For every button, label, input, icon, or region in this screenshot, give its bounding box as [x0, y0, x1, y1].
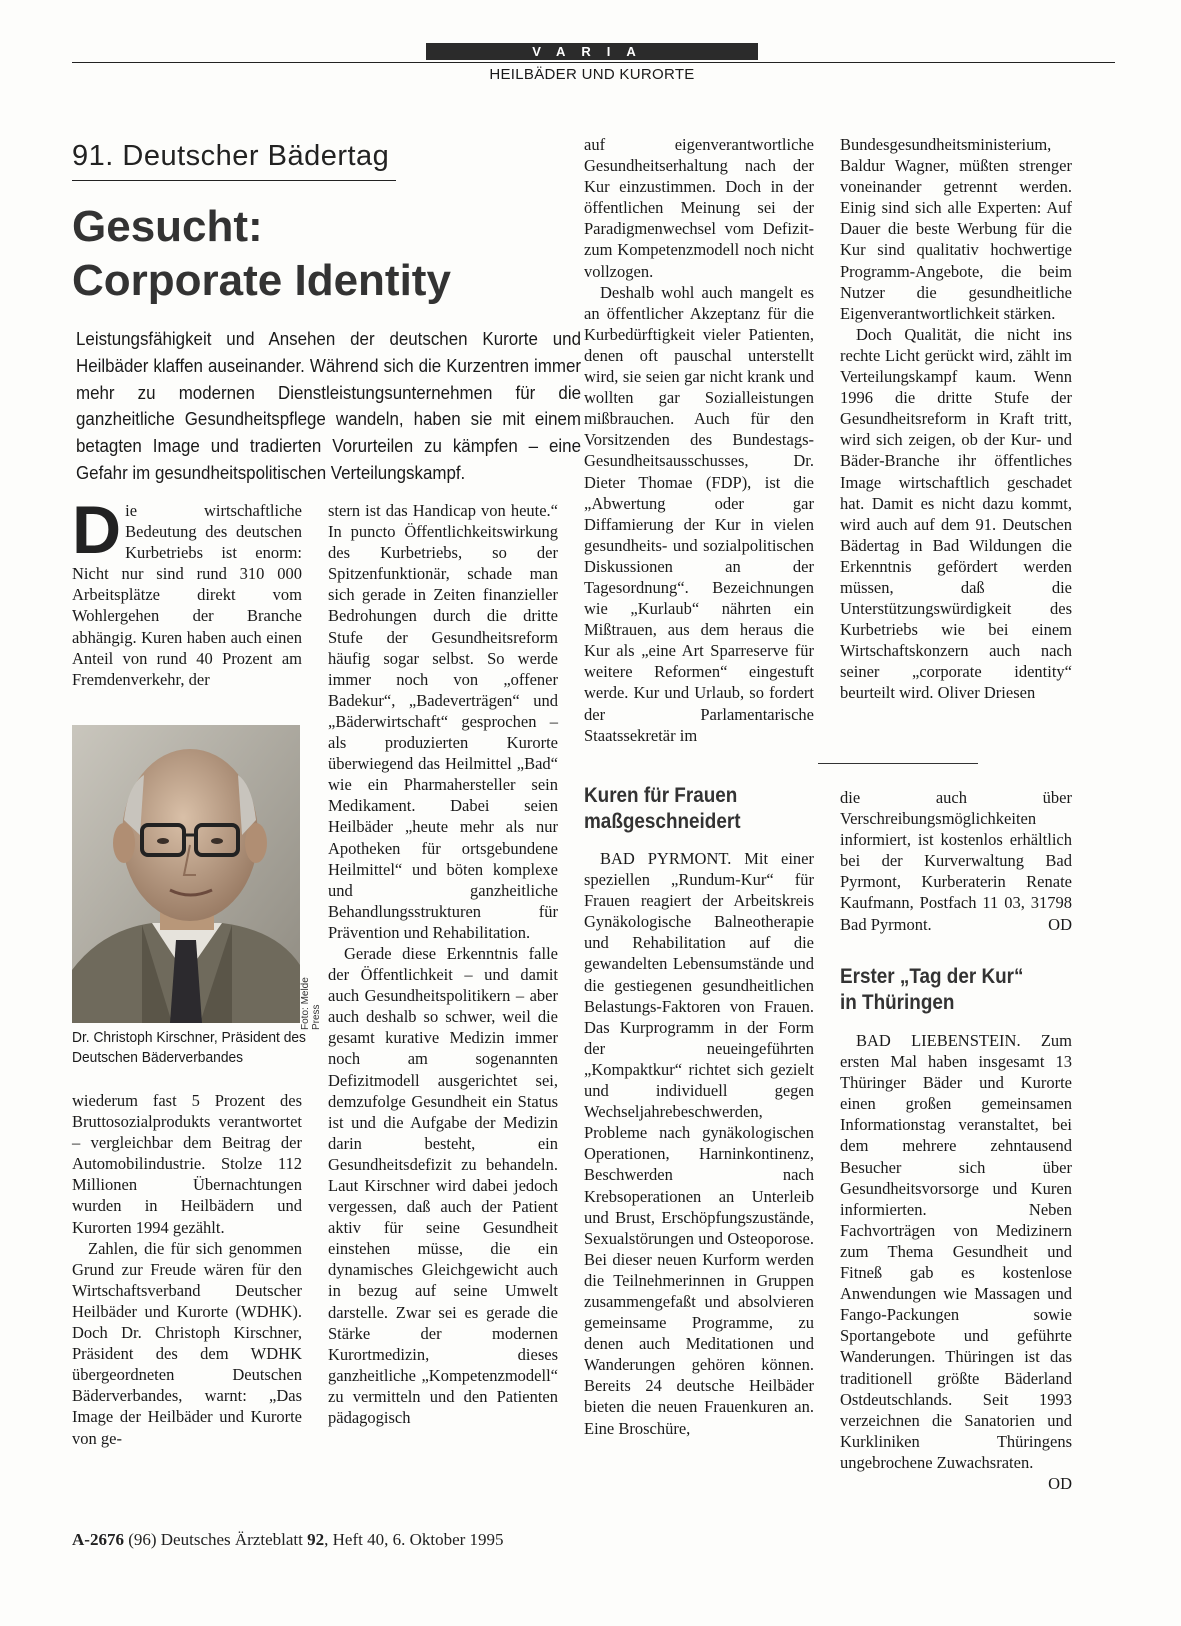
- page-footer: [72, 1530, 504, 1550]
- news-item-1-col-b: [840, 787, 1072, 935]
- body-paragraph: Doch Qualität, die nicht ins rechte Licht gerückt wird, zählt im Verteilungskampf kaum. Wenn 1996 die dritte Stufe der Gesundheitsreform in Kraft tritt, wird sich zeigen, ob der Kur- und Bäder-Branche ihr öffentliches Image wirtschaftlich geschadet hat. Damit es nicht dazu kommt, wird auch auf dem 91. Deutschen Bädertag in Bad Wildungen die Erkenntnis gefördert werden müssen, daß die Unterstützungswürdigkeit des Kurbetriebs wie bei einem Wirtschaftskonzern auch nach seiner „corporate identity“ beurteilt wird. Oliver Driesen: [840, 324, 1072, 703]
- page-number: (96): [128, 1530, 157, 1549]
- column-2: [328, 500, 558, 1428]
- kicker-underline: [72, 180, 396, 181]
- body-paragraph: Bundesgesundheitsministerium, Baldur Wagner, müßten strenger voneinander getrennt werden. Einig sind sich alle Experten: Auf Dauer die beste Werbung für die Kur sind qualitativ hochwertige Programm-Angebote, die beim Nutzer die gesundheitliche Eigenverantwortlichkeit stärken.: [840, 135, 1072, 323]
- issue-date: , Heft 40, 6. Oktober 1995: [324, 1530, 504, 1549]
- news-item-2: [840, 1030, 1072, 1494]
- body-paragraph: Gerade diese Erkenntnis falle der Öffentlichkeit – und damit auch Gesundheitspolitikern – aber auch deshalb so schwer, weil die gesamt kurative Medizin immer noch am sogenannten Defizitmodell ausgerichtet sei, demzufolge Gesundheit ein Status ist und die Aufgabe der Medizin darin besteht, ein Gesundheitsdefizit zu behandeln. Laut Kirschner wird dabei jedoch vergessen, daß auch der Patient aktiv für seine Gesundheit einstehen müsse, die ein dynamisches Gleichgewicht auch in bezug auf seine Umwelt darstelle. Zwar sei es gerade die Stärke der modernen Kurortmedizin, dieses ganzheitliche „Kompetenzmodell“ zu vermitteln und den Patienten pädagogisch: [328, 943, 558, 1428]
- column-3: [584, 134, 814, 746]
- photo-caption: Dr. Christoph Kirschner, Präsident des Deutschen Bäderverbandes: [72, 1029, 306, 1066]
- section-tag: VARIA: [426, 43, 758, 60]
- author-initials: OD: [1048, 914, 1072, 934]
- body-paragraph: [840, 787, 1072, 935]
- body-paragraph: Deshalb wohl auch mangelt es an öffentlicher Akzeptanz für die Kurbedürftigkeit vieler Patienten, denen oft pauschal unterstellt wird, sie seien gar nicht krank und wollten gar Sozialleistungen mißbrauchen. Auch für den Vorsitzenden des Bundestags-Gesundheitsausschusses, Dr. Dieter Thomae (FDP), ist die „Abwertung oder gar Diffamierung der Kur in vielen gesundheits- und sozialpolitischen Diskussionen an der Tagesordnung“. Bezeichnungen wie „Kurlaub“ nährten ein Mißtrauen, aus dem heraus die Kur als „eine Art Sparreserve für weitere Reformen“ eingestuft werde. Kur und Urlaub, so fordert der Parlamentarische Staatssekretär im: [584, 282, 814, 745]
- news-headline: [840, 964, 1023, 1016]
- body-text: die auch über Verschreibungsmöglichkeiten informiert, ist kostenlos erhältlich bei der Kurverwaltung Bad Pyrmont, Kurberaterin Renate Kaufmann, Postfach 11 03, 31798 Bad Pyrmont.: [840, 788, 1072, 934]
- drop-cap: D: [72, 492, 122, 568]
- article-headline: [72, 200, 582, 308]
- section-label: HEILBÄDER UND KURORTE: [489, 66, 695, 83]
- column-1-bottom: [72, 1090, 302, 1449]
- news-headline: [584, 783, 741, 835]
- news-headline-line-2: in Thüringen: [840, 991, 955, 1014]
- body-paragraph: [840, 1030, 1072, 1493]
- body-paragraph: BAD PYRMONT. Mit einer speziellen „Rundum-Kur“ für Frauen reagiert der Arbeitskreis Gynäkologische Balneotherapie und Rehabilitation auf die gewandelten Lebensumstände und die gestiegenen gesundheitlichen Belastungs-Faktoren von Frauen. Das Kurprogramm in der Form der neueingeführten „Kompaktkur“ richtet sich gezielt und individuell gegen Wechseljahrebeschwerden, Probleme nach gynäkologischen Operationen, Harninkontinenz, Beschwerden nach Krebsoperationen an Unterleib und Brust, Erschöpfungszustände, Sexualstörungen und Osteoporose. Bei dieser neuen Kurform werden die Teilnehmerinnen in Gruppen zusammengefaßt und absolvieren gemeinsame Programme, zu denen auch Meditationen und Wanderungen gehören können. Bereits 24 deutsche Heilbäder bieten die neuen Frauenkuren an. Eine Broschüre,: [584, 849, 814, 1438]
- body-paragraph: stern ist das Handicap von heute.“ In puncto Öffentlichkeitswirkung des Kurbetriebs, so der Spitzenfunktionär, schade man sich gerade in Zeiten finanzieller Bedrohungen durch die dritte Stufe der Gesundheitsreform häufig sogar selbst. So werde immer noch von „offener Badekur“, „Badeverträgen“ und „Bäderwirtschaft“ gesprochen – als produzierten Kurorte überwiegend das Heilmittel „Bad“ wie ein Pharmahersteller sein Medikament. Dabei seien Heilbäder „heute mehr als nur Apotheken für ortsgebundene Heilmittel“ und böten komplexe und ganzheitliche Behandlungsstrukturen für Prävention und Rehabilitation.: [328, 501, 558, 942]
- header-rule: [72, 62, 1115, 63]
- news-item-1-col-a: [584, 848, 814, 1439]
- news-headline-line-1: Kuren für Frauen: [584, 784, 738, 807]
- journal-name: Deutsches Ärzteblatt: [160, 1530, 303, 1549]
- portrait-photo: [72, 725, 300, 1023]
- body-paragraph: wiederum fast 5 Prozent des Bruttosozialprodukts verantwortet – vergleichbar dem Beitrag der Automobilindustrie. Stolze 112 Millionen Übernachtungen wurden in Heilbädern und Kurorten 1994 gezählt.: [72, 1091, 302, 1237]
- portrait-illustration: [72, 725, 300, 1023]
- headline-line-1: Gesucht:: [72, 202, 263, 251]
- column-1-top: [72, 492, 302, 690]
- body-paragraph: auf eigenverantwortliche Gesundheitserhaltung nach der Kur einzustimmen. Doch in der öffentlichen Meinung sei der Paradigmenwechsel vom Defizit- zum Kompetenzmodell noch nicht vollzogen.: [584, 135, 814, 281]
- page-code: A-2676: [72, 1530, 124, 1549]
- author-initials: OD: [1048, 1473, 1072, 1493]
- journal-volume: 92: [307, 1530, 325, 1549]
- article-end-rule: [818, 763, 978, 764]
- body-text: BAD LIEBENSTEIN. Zum ersten Mal haben insgesamt 13 Thüringer Bäder und Kurorte einen großen gemeinsamen Informationstag veranstaltet, bei dem mehrere zehntausend Besucher sich über Gesundheitsvorsorge und Kuren informierten. Neben Fachvorträgen von Medizinern zum Thema Gesundheit und Fitneß gab es kostenlose Anwendungen wie Massagen und Fango-Packungen sowie Sportangebote und geführte Wanderungen. Thüringen ist das traditionell größte Bäderland Ostdeutschlands. Seit 1993 verzeichnen die Sanatorien und Kurkliniken Thüringens ungebrochene Zuwachsraten.: [840, 1031, 1072, 1472]
- article-kicker: 91. Deutscher Bädertag: [72, 140, 390, 172]
- body-paragraph: ie wirtschaftliche Bedeutung des deutschen Kurbetriebs ist enorm: Nicht nur sind rund 310 000 Arbeitsplätze direkt vom Wohlergehen der Branche abhängig. Kuren haben auch einen Anteil von rund 40 Prozent am Fremdenverkehr, der: [72, 501, 302, 689]
- news-headline-line-1: Erster „Tag der Kur“: [840, 965, 1024, 988]
- body-paragraph: Zahlen, die für sich genommen Grund zur Freude wären für den Wirtschaftsverband Deutscher Heilbäder und Kurorte (WDHK). Doch Dr. Christoph Kirschner, Präsident des dem WDHK übergeordneten Deutschen Bäderverbandes, warnt: „Das Image der Heilbäder und Kurorte von ge-: [72, 1238, 302, 1448]
- news-headline-line-2: maßgeschneidert: [584, 810, 741, 833]
- headline-line-2: Corporate Identity: [72, 256, 451, 305]
- article-lead: Leistungsfähigkeit und Ansehen der deutschen Kurorte und Heilbäder klaffen auseinander. Während sich die Kurzentren immer mehr zu modernen Dienstleistungsunternehmen für die ganzheitliche Gesundheitspflege wandeln, haben sie mit einem betagten Image und tradierten Vorurteilen zu kämpfen – eine Gefahr im gesundheitspolitischen Verteilungskampf.: [76, 329, 581, 483]
- photo-credit: Foto: Melde Press: [300, 977, 322, 1030]
- column-4: [840, 134, 1072, 704]
